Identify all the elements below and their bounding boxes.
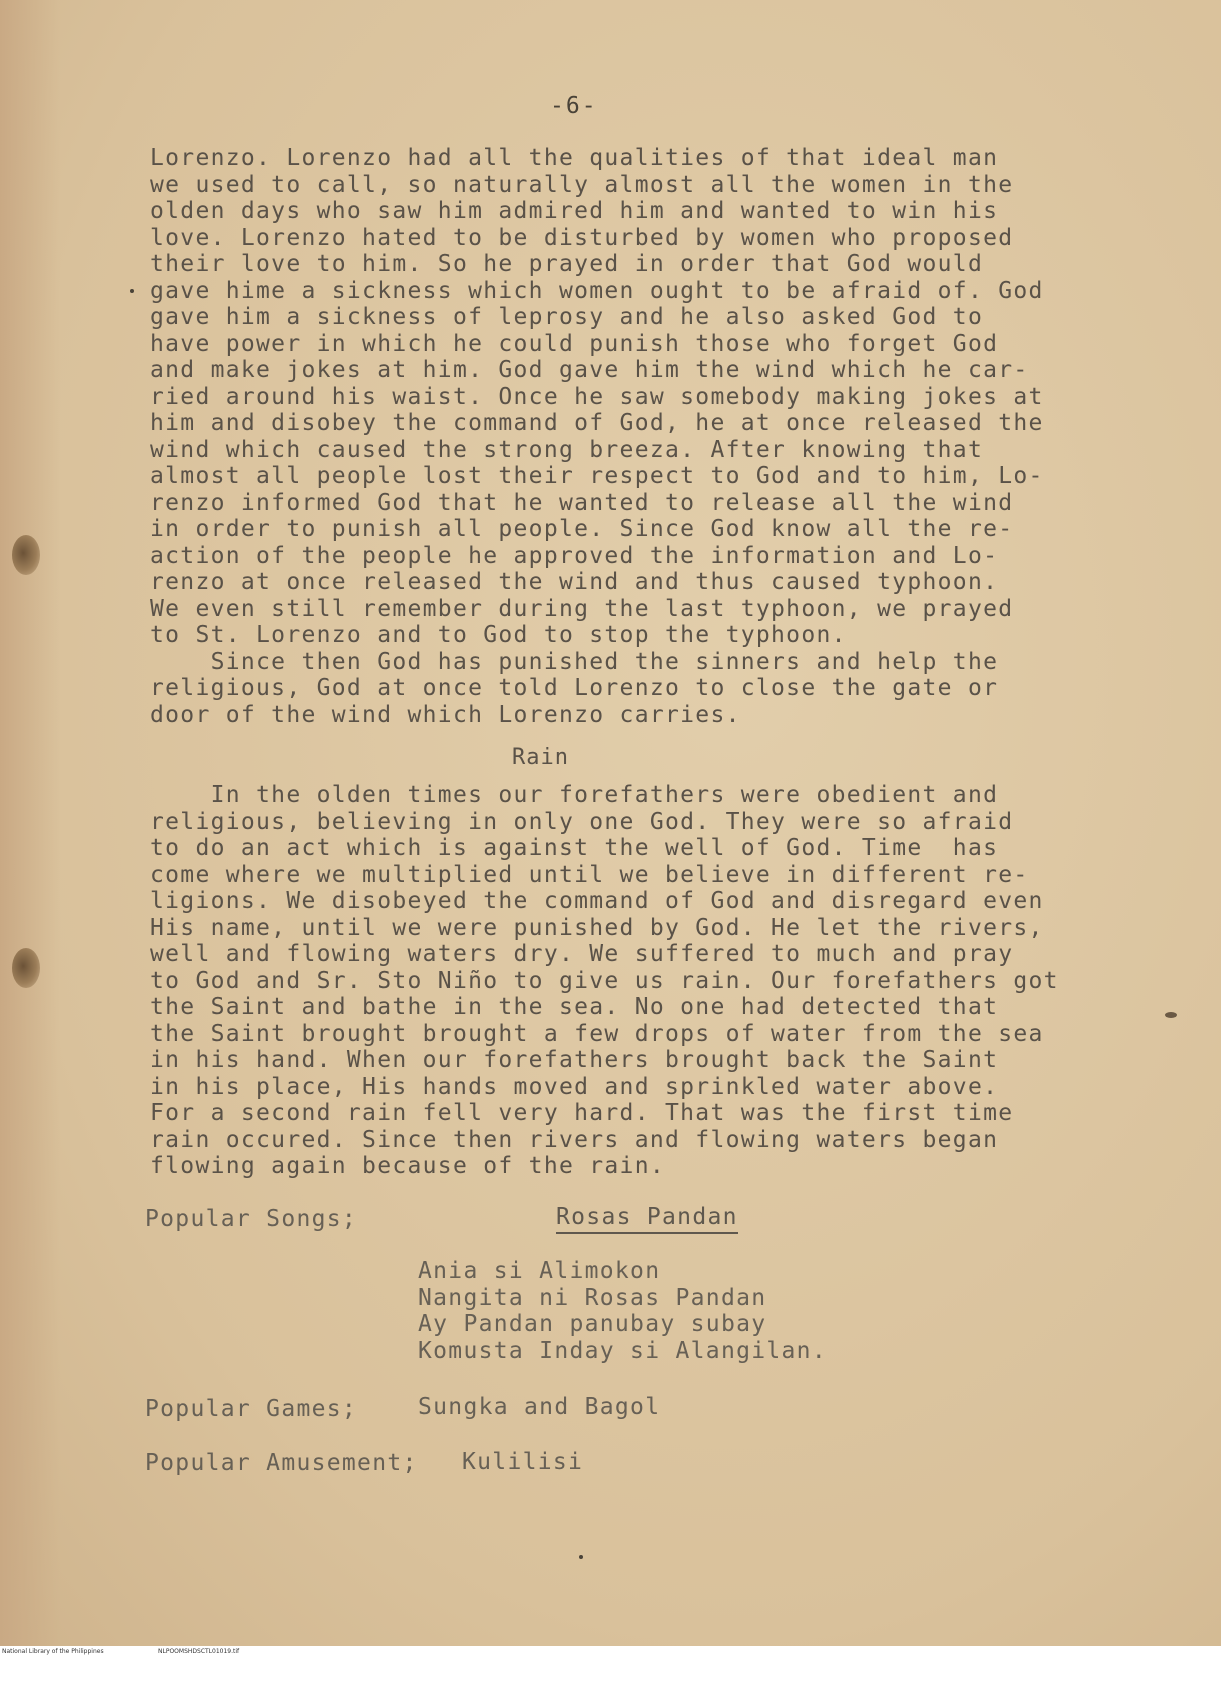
text-line: have power in which he could punish those who forget God xyxy=(150,330,999,357)
song-line: Nangita ni Rosas Pandan xyxy=(418,1284,767,1311)
popular-songs-label: Popular Songs; xyxy=(145,1206,358,1232)
text-line: action of the people he approved the information and Lo- xyxy=(150,542,999,569)
text-line: well and flowing waters dry. We suffered to much and pray xyxy=(150,941,1014,967)
text-line: Since then God has punished the sinners and help the xyxy=(150,648,999,675)
text-line: in his place, His hands moved and sprinkled water above. xyxy=(150,1073,999,1100)
text-line: renzo informed God that he wanted to release all the wind xyxy=(150,489,1014,516)
text-line: For a second rain fell very hard. That was the first time xyxy=(150,1100,1014,1126)
text-line: we used to call, so naturally almost all the women in the xyxy=(150,171,1014,198)
text-line: Lorenzo. Lorenzo had all the qualities of that ideal man xyxy=(150,145,999,171)
text-line: in order to punish all people. Since God know all the re- xyxy=(150,516,1014,542)
text-line: In the olden times our forefathers were obedient and xyxy=(150,782,999,808)
text-line: to do an act which is against the well of God. Time has xyxy=(150,835,999,861)
footer-library: National Library of the Philippines xyxy=(2,1648,104,1655)
ink-speck xyxy=(1165,1012,1177,1018)
text-line: renzo at once released the wind and thus caused typhoon. xyxy=(150,569,999,595)
song-line: Ania si Alimokon xyxy=(418,1258,661,1284)
text-line: come where we multiplied until we believe in different re- xyxy=(150,861,1029,888)
text-line: olden days who saw him admired him and wanted to win his xyxy=(150,198,999,224)
popular-games-label: Popular Games; xyxy=(145,1396,358,1422)
text-line: religious, God at once told Lorenzo to close the gate or xyxy=(150,675,999,701)
song-title: Rosas Pandan xyxy=(556,1204,738,1234)
ink-speck xyxy=(579,1555,583,1559)
text-line: their love to him. So he prayed in order that God would xyxy=(150,251,984,277)
text-line: him and disobey the command of God, he at once released the xyxy=(150,410,1044,436)
ink-speck xyxy=(130,289,134,293)
text-line: love. Lorenzo hated to be disturbed by women who proposed xyxy=(150,224,1014,251)
text-line: door of the wind which Lorenzo carries. xyxy=(150,701,741,728)
text-line: to St. Lorenzo and to God to stop the typhoon. xyxy=(150,622,847,648)
rain-paragraph xyxy=(150,782,1110,1180)
binding-hole xyxy=(12,948,40,988)
text-line: wind which caused the strong breeza. After knowing that xyxy=(150,436,984,463)
text-line: We even still remember during the last typhoon, we prayed xyxy=(150,595,1014,622)
text-line: His name, until we were punished by God. He let the rivers, xyxy=(150,914,1044,941)
text-line: ried around his waist. Once he saw somebody making jokes at xyxy=(150,383,1044,410)
scan-footer xyxy=(0,1646,1221,1658)
popular-amusement-value: Kulilisi xyxy=(462,1449,584,1475)
popular-games-value: Sungka and Bagol xyxy=(418,1394,661,1420)
text-line: in his hand. When our forefathers brought back the Saint xyxy=(150,1047,999,1073)
text-line: ligions. We disobeyed the command of God and disregard even xyxy=(150,888,1044,914)
binding-shadow xyxy=(0,0,60,1646)
text-line: rain occured. Since then rivers and flowing waters began xyxy=(150,1126,999,1153)
rain-heading: Rain xyxy=(512,745,569,770)
page-number: -6- xyxy=(550,93,598,119)
song-line: Ay Pandan panubay subay xyxy=(418,1311,767,1337)
text-line: and make jokes at him. God gave him the wind which he car- xyxy=(150,357,1029,383)
text-line: the Saint and bathe in the sea. No one had detected that xyxy=(150,994,999,1020)
text-line: the Saint brought brought a few drops of water from the sea xyxy=(150,1020,1044,1047)
popular-amusement-label: Popular Amusement; xyxy=(145,1450,418,1476)
footer-file-id: NLPOOMSHDSCTL01019.tif xyxy=(158,1648,240,1655)
text-line: religious, believing in only one God. They were so afraid xyxy=(150,808,1014,835)
song-line: Komusta Inday si Alangilan. xyxy=(418,1337,827,1364)
song-lyrics xyxy=(418,1258,827,1364)
text-line: to God and Sr. Sto Niño to give us rain. Our forefathers got xyxy=(150,967,1059,994)
text-line: flowing again because of the rain. xyxy=(150,1153,666,1179)
text-line: gave hime a sickness which women ought to be afraid of. God xyxy=(150,277,1044,304)
text-line: gave him a sickness of leprosy and he also asked God to xyxy=(150,304,984,330)
text-line: almost all people lost their respect to God and to him, Lo- xyxy=(150,463,1044,489)
lorenzo-paragraph xyxy=(150,145,1110,728)
binding-hole xyxy=(12,535,40,575)
